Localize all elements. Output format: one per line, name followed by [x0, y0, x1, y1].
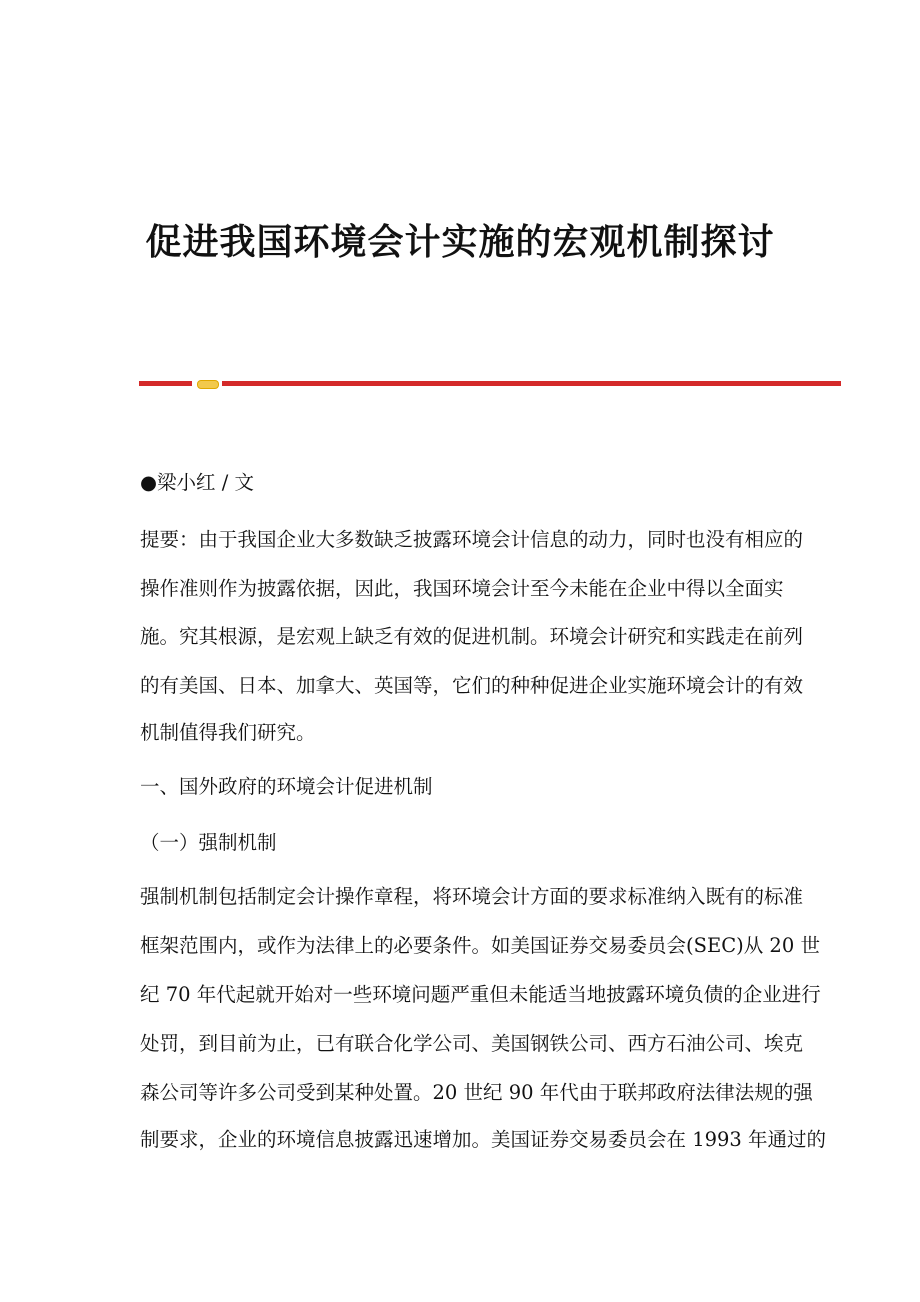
- body-line: 森公司等许多公司受到某种处置。20 世纪 90 年代由于联邦政府法律法规的强: [140, 1081, 813, 1104]
- abstract-line: 机制值得我们研究。: [140, 721, 316, 744]
- body-line: 框架范围内，或作为法律上的必要条件。如美国证券交易委员会(SEC)从 20 世: [140, 934, 820, 957]
- body-line: 强制机制包括制定会计操作章程，将环境会计方面的要求标准纳入既有的标准: [140, 885, 804, 908]
- page-title: 促进我国环境会计实施的宏观机制探讨: [145, 222, 775, 263]
- divider-right: [222, 381, 841, 386]
- abstract-line: 施。究其根源，是宏观上缺乏有效的促进机制。环境会计研究和实践走在前列: [140, 625, 804, 648]
- body-line: 处罚，到目前为止，已有联合化学公司、美国钢铁公司、西方石油公司、埃克: [140, 1032, 804, 1055]
- author-line: ●梁小红 / 文: [140, 471, 254, 494]
- abstract-line: 提要：由于我国企业大多数缺乏披露环境会计信息的动力，同时也没有相应的: [140, 528, 804, 551]
- abstract-line: 的有美国、日本、加拿大、英国等，它们的种种促进企业实施环境会计的有效: [140, 674, 804, 697]
- abstract-line: 操作准则作为披露依据，因此，我国环境会计至今未能在企业中得以全面实: [140, 577, 784, 600]
- body-line: 制要求，企业的环境信息披露迅速增加。美国证券交易委员会在 1993 年通过的: [140, 1128, 827, 1151]
- section-heading: 一、国外政府的环境会计促进机制: [140, 775, 433, 798]
- body-line: 纪 70 年代起就开始对一些环境问题严重但未能适当地披露环境负债的企业进行: [140, 983, 821, 1006]
- divider-ornament: [197, 380, 219, 389]
- subsection-heading: （一）强制机制: [140, 831, 277, 854]
- divider-left: [139, 381, 192, 386]
